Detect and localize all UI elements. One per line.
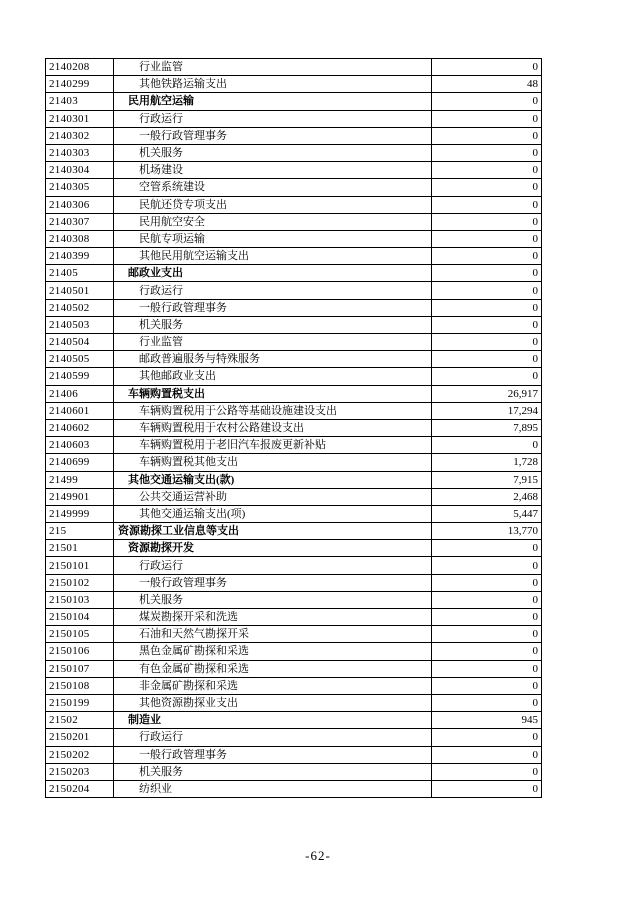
row-value: 13,770 bbox=[432, 523, 542, 540]
row-code: 2140208 bbox=[46, 59, 114, 76]
row-name: 其他民用航空运输支出 bbox=[114, 248, 432, 265]
row-value: 0 bbox=[432, 437, 542, 454]
row-name: 资源勘探工业信息等支出 bbox=[114, 523, 432, 540]
row-code: 2150199 bbox=[46, 694, 114, 711]
row-code: 2150108 bbox=[46, 677, 114, 694]
row-value: 0 bbox=[432, 351, 542, 368]
row-value: 0 bbox=[432, 282, 542, 299]
row-value: 0 bbox=[432, 110, 542, 127]
row-name: 资源勘探开发 bbox=[114, 540, 432, 557]
row-value: 0 bbox=[432, 694, 542, 711]
row-code: 2150202 bbox=[46, 746, 114, 763]
row-value: 7,915 bbox=[432, 471, 542, 488]
row-code: 2140502 bbox=[46, 299, 114, 316]
table-row bbox=[46, 144, 542, 161]
row-name: 公共交通运营补助 bbox=[114, 488, 432, 505]
row-value: 0 bbox=[432, 368, 542, 385]
row-value: 0 bbox=[432, 248, 542, 265]
row-name: 行业监管 bbox=[114, 334, 432, 351]
row-code: 2140302 bbox=[46, 127, 114, 144]
table-row bbox=[46, 93, 542, 110]
row-name: 车辆购置税支出 bbox=[114, 385, 432, 402]
row-value: 0 bbox=[432, 213, 542, 230]
table-row bbox=[46, 402, 542, 419]
row-name: 其他铁路运输支出 bbox=[114, 76, 432, 93]
table-row bbox=[46, 729, 542, 746]
row-code: 2150102 bbox=[46, 574, 114, 591]
row-value: 0 bbox=[432, 729, 542, 746]
table-row bbox=[46, 127, 542, 144]
row-name: 其他邮政业支出 bbox=[114, 368, 432, 385]
table-row bbox=[46, 282, 542, 299]
table-row bbox=[46, 265, 542, 282]
table-row bbox=[46, 746, 542, 763]
row-code: 2150201 bbox=[46, 729, 114, 746]
row-code: 2140599 bbox=[46, 368, 114, 385]
table-row bbox=[46, 574, 542, 591]
row-code: 2150106 bbox=[46, 643, 114, 660]
table-row bbox=[46, 540, 542, 557]
row-code: 2140399 bbox=[46, 248, 114, 265]
page-number: -62- bbox=[305, 848, 331, 863]
table-row bbox=[46, 505, 542, 522]
row-name: 邮政普遍服务与特殊服务 bbox=[114, 351, 432, 368]
row-name: 一般行政管理事务 bbox=[114, 746, 432, 763]
row-value: 7,895 bbox=[432, 419, 542, 436]
row-name: 有色金属矿勘探和采选 bbox=[114, 660, 432, 677]
table-row bbox=[46, 230, 542, 247]
table-row bbox=[46, 334, 542, 351]
row-code: 2140306 bbox=[46, 196, 114, 213]
row-value: 0 bbox=[432, 643, 542, 660]
row-code: 2150105 bbox=[46, 626, 114, 643]
row-name: 车辆购置税用于老旧汽车报废更新补贴 bbox=[114, 437, 432, 454]
row-code: 2140301 bbox=[46, 110, 114, 127]
row-name: 车辆购置税其他支出 bbox=[114, 454, 432, 471]
row-name: 民用航空运输 bbox=[114, 93, 432, 110]
row-code: 2140699 bbox=[46, 454, 114, 471]
row-value: 26,917 bbox=[432, 385, 542, 402]
row-name: 民航专项运输 bbox=[114, 230, 432, 247]
row-name: 机关服务 bbox=[114, 144, 432, 161]
table-row bbox=[46, 248, 542, 265]
row-name: 行业监管 bbox=[114, 59, 432, 76]
row-name: 一般行政管理事务 bbox=[114, 574, 432, 591]
row-code: 2140504 bbox=[46, 334, 114, 351]
table-row bbox=[46, 385, 542, 402]
row-value: 0 bbox=[432, 230, 542, 247]
table-row bbox=[46, 437, 542, 454]
row-code: 2150107 bbox=[46, 660, 114, 677]
table-row bbox=[46, 694, 542, 711]
table-row bbox=[46, 609, 542, 626]
row-value: 0 bbox=[432, 144, 542, 161]
row-name: 非金属矿勘探和采选 bbox=[114, 677, 432, 694]
table-row bbox=[46, 316, 542, 333]
table-row bbox=[46, 76, 542, 93]
row-value: 0 bbox=[432, 557, 542, 574]
row-code: 21405 bbox=[46, 265, 114, 282]
row-name: 黑色金属矿勘探和采选 bbox=[114, 643, 432, 660]
row-code: 2140307 bbox=[46, 213, 114, 230]
row-name: 纺织业 bbox=[114, 780, 432, 797]
row-value: 0 bbox=[432, 609, 542, 626]
row-name: 机关服务 bbox=[114, 591, 432, 608]
table-row bbox=[46, 591, 542, 608]
row-code: 2140308 bbox=[46, 230, 114, 247]
row-value: 17,294 bbox=[432, 402, 542, 419]
row-name: 煤炭勘探开采和洗选 bbox=[114, 609, 432, 626]
row-name: 空管系统建设 bbox=[114, 179, 432, 196]
table-row bbox=[46, 677, 542, 694]
row-name: 邮政业支出 bbox=[114, 265, 432, 282]
row-code: 2150104 bbox=[46, 609, 114, 626]
table-row bbox=[46, 59, 542, 76]
row-value: 0 bbox=[432, 316, 542, 333]
row-value: 0 bbox=[432, 660, 542, 677]
row-name: 一般行政管理事务 bbox=[114, 127, 432, 144]
row-code: 2140505 bbox=[46, 351, 114, 368]
table-row bbox=[46, 660, 542, 677]
row-value: 2,468 bbox=[432, 488, 542, 505]
row-value: 0 bbox=[432, 763, 542, 780]
row-value: 0 bbox=[432, 540, 542, 557]
row-name: 民用航空安全 bbox=[114, 213, 432, 230]
row-name: 机关服务 bbox=[114, 316, 432, 333]
row-name: 行政运行 bbox=[114, 729, 432, 746]
row-name: 一般行政管理事务 bbox=[114, 299, 432, 316]
table-row bbox=[46, 557, 542, 574]
row-name: 机场建设 bbox=[114, 162, 432, 179]
table-row bbox=[46, 523, 542, 540]
table-row bbox=[46, 488, 542, 505]
row-code: 2140602 bbox=[46, 419, 114, 436]
row-value: 0 bbox=[432, 626, 542, 643]
row-value: 5,447 bbox=[432, 505, 542, 522]
table-row bbox=[46, 196, 542, 213]
row-value: 48 bbox=[432, 76, 542, 93]
row-code: 2149901 bbox=[46, 488, 114, 505]
row-code: 21406 bbox=[46, 385, 114, 402]
row-code: 2140299 bbox=[46, 76, 114, 93]
row-code: 2140503 bbox=[46, 316, 114, 333]
row-value: 0 bbox=[432, 93, 542, 110]
table-row bbox=[46, 179, 542, 196]
row-name: 其他资源勘探业支出 bbox=[114, 694, 432, 711]
row-name: 车辆购置税用于公路等基础设施建设支出 bbox=[114, 402, 432, 419]
row-name: 行政运行 bbox=[114, 110, 432, 127]
table-row bbox=[46, 419, 542, 436]
row-value: 0 bbox=[432, 265, 542, 282]
table-row bbox=[46, 471, 542, 488]
row-value: 1,728 bbox=[432, 454, 542, 471]
table-row bbox=[46, 626, 542, 643]
row-value: 0 bbox=[432, 677, 542, 694]
row-value: 0 bbox=[432, 196, 542, 213]
table-row bbox=[46, 299, 542, 316]
row-code: 2150203 bbox=[46, 763, 114, 780]
row-code: 21499 bbox=[46, 471, 114, 488]
table-row bbox=[46, 712, 542, 729]
row-name: 行政运行 bbox=[114, 557, 432, 574]
row-code: 2140303 bbox=[46, 144, 114, 161]
budget-expenditure-table bbox=[45, 58, 542, 798]
row-name: 其他交通运输支出(项) bbox=[114, 505, 432, 522]
row-value: 0 bbox=[432, 574, 542, 591]
row-code: 21502 bbox=[46, 712, 114, 729]
row-name: 车辆购置税用于农村公路建设支出 bbox=[114, 419, 432, 436]
row-value: 0 bbox=[432, 746, 542, 763]
table-row bbox=[46, 213, 542, 230]
row-code: 2150101 bbox=[46, 557, 114, 574]
row-value: 0 bbox=[432, 591, 542, 608]
row-name: 石油和天然气勘探开采 bbox=[114, 626, 432, 643]
row-code: 2140305 bbox=[46, 179, 114, 196]
table-row bbox=[46, 110, 542, 127]
row-code: 2150204 bbox=[46, 780, 114, 797]
table-row bbox=[46, 162, 542, 179]
row-value: 0 bbox=[432, 179, 542, 196]
table-row bbox=[46, 780, 542, 797]
row-code: 21501 bbox=[46, 540, 114, 557]
row-value: 0 bbox=[432, 127, 542, 144]
row-code: 215 bbox=[46, 523, 114, 540]
row-value: 945 bbox=[432, 712, 542, 729]
row-value: 0 bbox=[432, 59, 542, 76]
row-value: 0 bbox=[432, 334, 542, 351]
row-value: 0 bbox=[432, 780, 542, 797]
row-code: 2140304 bbox=[46, 162, 114, 179]
row-code: 2140603 bbox=[46, 437, 114, 454]
table-row bbox=[46, 643, 542, 660]
row-value: 0 bbox=[432, 299, 542, 316]
row-name: 民航还贷专项支出 bbox=[114, 196, 432, 213]
table-row bbox=[46, 368, 542, 385]
row-code: 21403 bbox=[46, 93, 114, 110]
table-row bbox=[46, 763, 542, 780]
row-value: 0 bbox=[432, 162, 542, 179]
row-name: 机关服务 bbox=[114, 763, 432, 780]
row-name: 其他交通运输支出(款) bbox=[114, 471, 432, 488]
row-code: 2140601 bbox=[46, 402, 114, 419]
budget-table-body bbox=[46, 59, 542, 798]
table-row bbox=[46, 351, 542, 368]
row-code: 2149999 bbox=[46, 505, 114, 522]
row-code: 2150103 bbox=[46, 591, 114, 608]
row-name: 制造业 bbox=[114, 712, 432, 729]
row-name: 行政运行 bbox=[114, 282, 432, 299]
table-row bbox=[46, 454, 542, 471]
row-code: 2140501 bbox=[46, 282, 114, 299]
